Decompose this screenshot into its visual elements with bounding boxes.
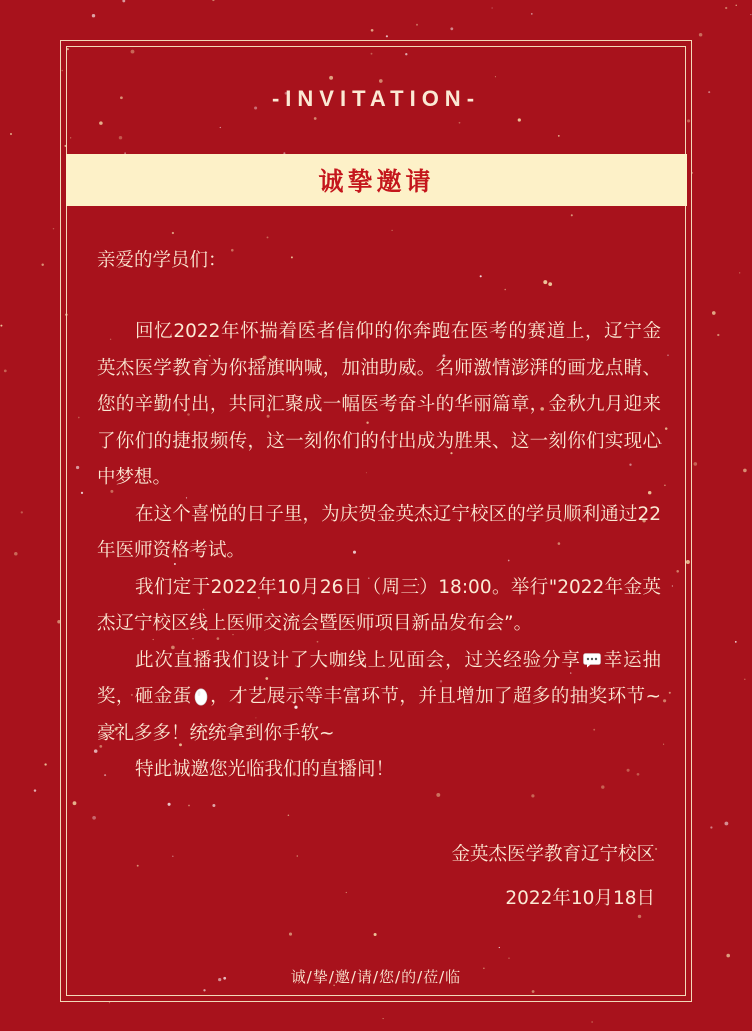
sparkle-dot [708,91,710,93]
sparkle-dot [736,5,737,6]
sparkle-dot [725,7,727,9]
sparkle-dot [591,1021,592,1022]
sparkle-dot [212,0,214,1]
sparkle-dot [744,679,745,680]
sparkle-dot [34,789,36,791]
paragraph-4-part-3: ，才艺展示等丰富环节，并且增加了超多的抽奖环节~豪礼多多！统统拿到你手软~ [97,686,661,744]
sparkle-dot [383,1018,384,1019]
page-title: 诚挚邀请 [318,167,435,196]
sparkle-dot [14,552,17,556]
sparkle-dot [492,7,493,8]
sparkle-dot [44,763,46,765]
sparkle-dot [450,27,453,30]
paragraph-4 [97,643,661,753]
paragraph-1: 回忆2022年怀揣着医者信仰的你奔跑在医考的赛道上，辽宁金英杰医学教育为你摇旗呐喊，加油助威。名师激情澎湃的画龙点睛、您的辛勤付出，共同汇聚成一幅医考奋斗的华丽篇章，金秋九月迎来了你们的捷报频传，这一刻你们的付出成为胜果、这一刻你们实现心中梦想。 [97,321,661,488]
sparkle-dot [739,272,740,273]
signature-date: 2022年10月18日 [505,888,655,909]
speech-bubble-icon [583,653,601,668]
sparkle-dot [109,1002,110,1003]
paragraph-2: 在这个喜悦的日子里，为庆贺金英杰辽宁校区的学员顺利通过22年医师资格考试。 [97,503,661,561]
paragraph-5: 特此诚邀您光临我们的直播间！ [135,759,395,780]
sparkle-dot [750,14,751,15]
sparkle-dot [10,133,12,135]
paragraph-4-part-1: 此次直播我们设计了大咖线上见面会，过关经验分享 [135,649,581,671]
sparkle-dot [717,334,719,336]
egg-icon [194,686,208,706]
sparkle-dot [725,822,729,826]
sparkle-dot [371,29,374,32]
sparkle-dot [416,24,418,26]
sparkle-dot [735,641,737,643]
sparkle-dot [4,370,7,373]
sparkle-dot [92,14,95,17]
invitation-eyebrow: -INVITATION- [271,86,481,111]
sparkle-dot [41,263,43,265]
sparkle-dot [743,469,747,473]
sparkle-dot [0,325,2,327]
sparkle-dot [726,954,730,958]
signature-org: 金英杰医学教育辽宁校区 [451,844,655,865]
greeting: 亲爱的学员们： [97,250,227,271]
letter-body [97,314,661,789]
sparkle-dot [122,0,125,2]
sparkle-dot [712,311,716,315]
sparkle-dot [53,228,54,229]
sparkle-dot [710,826,712,828]
sparkle-dot [21,511,23,513]
sparkle-dot [531,13,533,15]
title-banner [66,154,687,206]
sparkle-dot [699,33,703,37]
footer-tagline: 诚/挚/邀/请/您/的/莅/临 [290,968,462,986]
paragraph-4-part-2: 幸运抽奖，砸金蛋 [97,649,661,707]
paragraph-3: 我们定于2022年10月26日（周三）18:00。举行"2022年金英杰辽宁校区线上医师交流会暨医师项目新品发布会”。 [97,576,661,634]
sparkle-dot [386,35,388,37]
sparkle-dot [694,462,698,466]
